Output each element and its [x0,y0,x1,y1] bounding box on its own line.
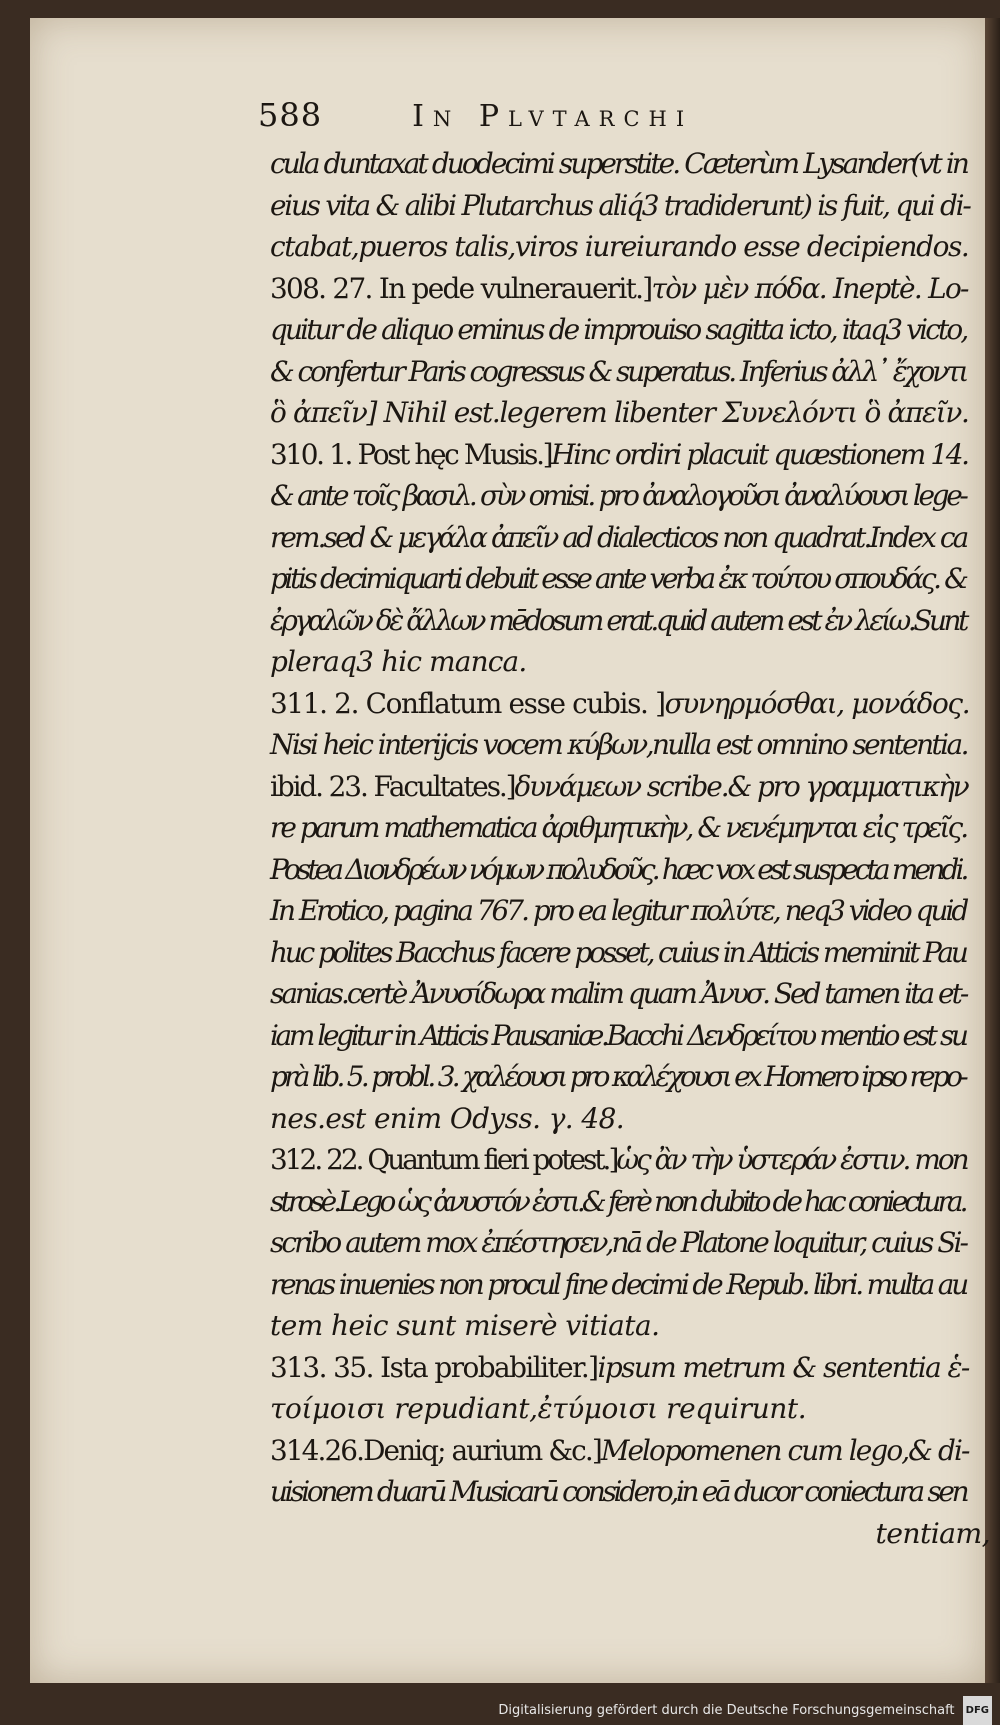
text-line [270,434,1000,476]
body-text [270,143,1000,1554]
note-text: nes.est enim Odyss. γ. 48. [270,1101,625,1135]
note-text: iam legitur in Atticis Pausaniæ.Bacchi Δενδρείτου mentio est su [270,1018,966,1052]
note-text: tentiam, [875,1516,990,1550]
footer-credit: Digitalisierung gefördert durch die Deutsche Forschungsgemeinschaft [498,1703,955,1718]
text-line [270,766,1000,808]
text-line [270,1222,1000,1264]
text-line [270,309,1000,351]
text-line [270,226,1000,268]
text-line [270,641,1000,683]
text-line [270,268,1000,310]
note-text: pleraq3 hic manca. [270,645,527,678]
note-text: Postea Διονδρέων νόμων πολυδοῦς. hæc vox est suspecta mendi. [270,852,966,886]
text-line [270,849,1000,891]
text-line [270,185,1000,227]
text-line [270,973,1000,1015]
text-line [270,1305,1000,1347]
note-text: τοίμοισι repudiant,ἐτύμοισι requirunt. [270,1392,807,1425]
note-text: δυνάμεων scribe.& pro γραμματικὴν [514,769,968,803]
note-text: re parum mathematica ἀριθμητικὴν, & νενέμηνται εἰς τρεῖς. [270,811,967,844]
page-header [258,96,878,140]
note-reference: 310. 1. Post hęc Musis.] [270,437,552,471]
note-text: Hinc ordiri placuit quæstionem 14. [551,437,968,471]
note-reference: 308. 27. In pede vulnerauerit.] [270,271,652,305]
text-line [270,517,1000,559]
text-line [270,932,1000,974]
note-reference: 314.26.Deniq; aurium &c.] [270,1433,601,1467]
text-line [270,1513,990,1555]
note-text: strosè.Lego ὡς ἀνυστόν ἐστι.& ferè non dubito de hac coniectura. [270,1184,965,1218]
text-line [270,807,1000,849]
note-text: ipsum metrum & sententia ἑ- [597,1350,969,1384]
text-line [270,1471,1000,1513]
text-line [270,1181,1000,1223]
note-text: sanias.certè Ἀνυσίδωρα malim quam Ἀνυσ. Sed tamen ita et- [270,977,967,1010]
note-reference: 313. 35. Ista probabiliter.] [270,1350,598,1384]
text-line [270,890,1000,932]
note-text: In Erotico, pagina 767. pro ea legitur πολύτε, neq3 video quid [270,894,967,927]
note-text: rem.sed & μεγάλα ἀπεῖν ad dialecticos non quadrat.Index ca [270,520,967,554]
text-line [270,1015,1000,1057]
text-line [270,1139,1000,1181]
text-line [270,1347,1000,1389]
note-text: scribo autem mox ἐπέστησεν,nā de Platone loquitur, cuius Si- [270,1226,966,1259]
note-text: tem heic sunt miserè vitiata. [270,1309,660,1342]
note-reference: ibid. 23. Facultates.] [270,769,515,803]
note-text: ἐργαλῶν δὲ ἄλλων mēdosum erat.quid autem est ἐν λείω.Sunt [270,603,966,637]
text-line [270,143,1000,185]
footer [0,1696,992,1723]
note-text: Nisi heic interijcis vocem κύβων,nulla est omnino sententia. [270,728,967,761]
text-line [270,683,1000,725]
text-line [270,475,1000,517]
text-line [270,392,1000,434]
text-line [270,1388,1000,1430]
note-reference: 311. 2. Conflatum esse cubis. ] [270,686,665,720]
text-line [270,724,1000,766]
note-text: & confertur Paris cogressus & superatus. Inferius ἀλλ᾽ ἔχοντι [270,354,967,388]
note-reference: 312. 22. Quantum fieri potest.] [270,1143,617,1176]
text-line [270,1098,1000,1140]
note-text: eius vita & alibi Plutarchus aliq́3 tradiderunt) is fuit, qui di- [270,188,970,222]
note-text: & ante τοῖς βασιλ. σὺν omisi. pro ἀναλογοῦσι ἀναλύουσι lege- [270,479,966,512]
note-text: quitur de aliquo eminus de improuiso sagitta icto, itaq3 victo, [270,313,967,346]
page-number: 588 [258,96,323,134]
text-line [270,558,1000,600]
note-text: ctabat,pueros talis,viros iureiurando esse decipiendos. [270,230,969,263]
note-text: Melopomenen cum lego,& di- [600,1433,969,1467]
note-text: prà lib. 5. probl. 3. χαλέουσι pro καλέχουσι ex Homero ipso repo- [270,1060,965,1093]
note-text: renas inuenies non procul fine decimi de Repub. libri. multa au [270,1267,967,1301]
text-line [270,1264,1000,1306]
text-line [270,1430,1000,1472]
note-text: cula duntaxat duodecimi superstite. Cæterùm Lysander(vt in [270,147,967,180]
note-text: huc polites Bacchus facere posset, cuius in Atticis meminit Pau [270,935,966,969]
running-title: In Plvtarchi [412,99,694,134]
note-text: συνηρμόσθαι, μονάδος. [664,686,970,720]
text-line [270,351,1000,393]
note-text: pitis decimiquarti debuit esse ante verba ἐκ τούτου σπουδάς. & [270,562,966,595]
text-line [270,600,1000,642]
note-text: ὃ ἀπεῖν] Nihil est.legerem libenter Συνελόντι ὃ ἀπεῖν. [270,396,969,429]
note-text: ὡς ἂν τὴν ὑστεράν ἐστιν. mon [616,1143,967,1176]
note-text: uisionem duarū Musicarū considero,in eā ducor coniectura sen [270,1475,967,1508]
text-line [270,1056,1000,1098]
note-text: τὸν μὲν πόδα. Ineptè. Lo- [651,271,968,305]
dfg-logo: DFG [963,1696,992,1725]
